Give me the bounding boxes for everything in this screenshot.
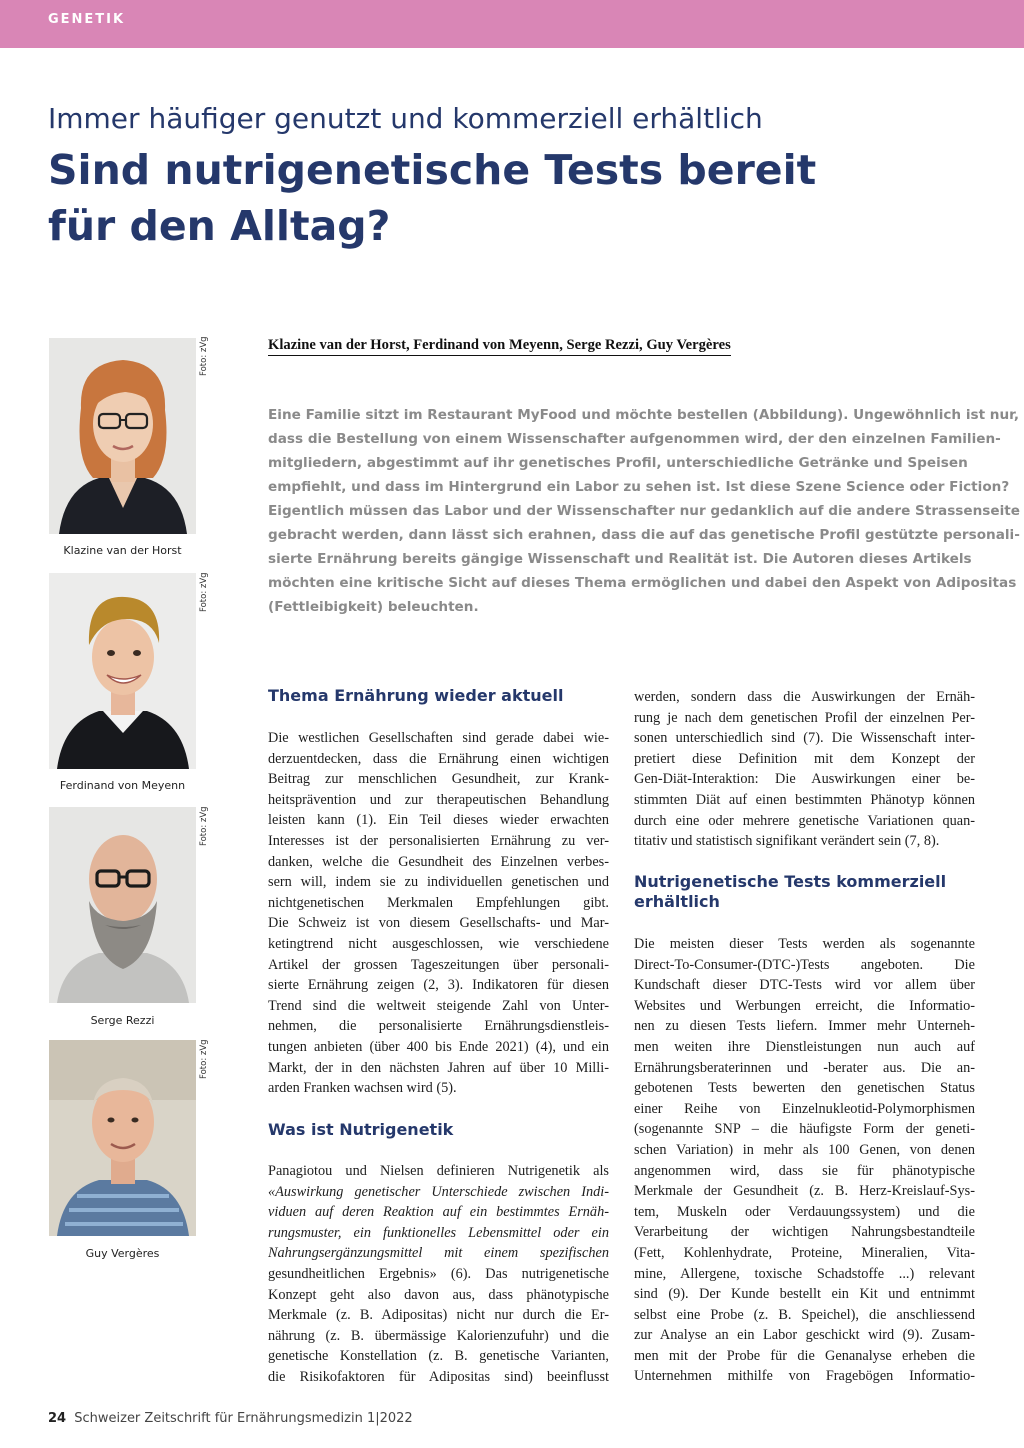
body-line: Nahrungsergänzungsmittel mit einem spezifischen [268,1245,609,1262]
body-line: rungsmuster, ein funktionelles Lebensmittel oder ein [268,1224,609,1241]
lead-line: (Fettleibigkeit) beleuchten. [268,599,479,615]
section-header-bar [0,0,1024,48]
body-line: Unternehmen mithilfe von Fragebögen Informatio- [634,1368,975,1385]
photo-credit: Foto: zVg [199,1039,209,1079]
lead-line: mitgliedern, abgestimmt auf ihr genetisches Profil, unterschiedliche Getränke und Speisen [268,455,968,471]
body-line: Panagiotou und Nielsen definieren Nutrigenetik als [268,1163,609,1179]
section-heading-nutrigenetik: Was ist Nutrigenetik [268,1120,454,1139]
portrait-illustration [49,1040,196,1236]
body-line: titativ und statistisch signifikant verändert sein (7, 8). [634,833,940,850]
body-line: sern will, indem sie zu individuellen genetischen und [268,874,609,891]
lead-line: möchten eine kritische Sicht auf dieses Thema ermöglichen und dabei den Aspekt von Adipositas [268,575,1017,591]
body-line: Artikel der grossen Tageszeitungen über personali- [268,956,609,973]
body-line: danken, welche die Gesundheit des Einzelnen verbes- [268,853,609,870]
body-line: nichtgenetischen Merkmalen Empfehlungen gibt. [268,894,609,911]
body-line: Kundschaft dieser DTC-Tests wird vor allem über [634,977,975,994]
lead-line: Eigentlich müssen das Labor und der Wissenschafter nur gedanklich auf die andere Strassenseite [268,503,1020,519]
portrait-illustration [49,807,196,1003]
body-line: genetische Konstellation (z. B. genetische Varianten, [268,1348,609,1365]
page-footer [48,1411,413,1426]
photo-caption: Ferdinand von Meyenn [59,779,186,792]
headline-line: für den Alltag? [48,202,391,250]
body-line: ketingtrend nicht ausgeschlossen, wie verschiedene [268,935,609,952]
article-headline [48,142,928,254]
author-photo-serge [49,807,196,1003]
author-byline: Klazine van der Horst, Ferdinand von Meyenn, Serge Rezzi, Guy Vergères [268,337,731,356]
heading-line: erhältlich [634,892,720,911]
lead-line: sierte Ernährung bereits gängige Wissenschaft und Realität ist. Die Autoren dieses Artikels [268,551,972,567]
body-line: Ernährungsberaterinnen und -berater aus. Die an- [634,1059,975,1076]
body-text-column2-top [634,687,975,852]
body-line: nährung (z. B. übermässige Kalorienzufuhr) und die [268,1327,609,1344]
photo-credit: Foto: zVg [199,572,209,612]
body-line: mine, Allergene, toxische Schadstoffe ...) relevant [634,1265,975,1282]
body-line: heitsprävention und zur therapeutischen Behandlung [268,791,609,808]
body-line: Merkmale (z. B. Adipositas) nicht nur durch die Er- [268,1307,609,1324]
body-line: gebotenen Tests bewerten den genetischen Status [634,1080,975,1097]
lead-line: Eine Familie sitzt im Restaurant MyFood und möchte bestellen (Abbildung). Ungewöhnlich ist nur, [268,407,1020,423]
body-line: pretiert diese Definition mit dem Konzept der [634,750,975,767]
body-line: (sogenannte SNP – die häufigste Form der geneti- [634,1121,975,1138]
body-line: Trend sind die weltweit steigende Zahl von Unter- [268,997,609,1014]
body-line: Die Schweiz ist von diesem Gesellschafts- und Mar- [268,915,609,932]
body-line: (Fett, Kohlenhydrate, Proteine, Mineralien, Vita- [634,1244,975,1261]
photo-caption: Guy Vergères [85,1247,160,1260]
heading-line: Nutrigenetische Tests kommerziell [634,872,947,891]
body-line: die Risikofaktoren für Adipositas sind) beeinflusst [268,1368,609,1385]
body-line: einer Reihe von Einzelnukleotid-Polymorphismen [634,1100,975,1117]
body-line: rung je nach dem genetischen Profil der einzelnen Per- [634,709,975,726]
body-line: stimmten Diät auf einen bestimmten Phänotyp können [634,791,975,808]
section-heading-thema: Thema Ernährung wieder aktuell [268,686,564,705]
body-line: men mit der Probe für die Genanalyse erheben die [634,1347,975,1364]
photo-credit: Foto: zVg [199,806,209,846]
author-photo-klazine [49,338,196,534]
body-line: Verarbeitung der wichtigen Nahrungsbestandteile [634,1224,975,1241]
body-line: nehmen, die personalisierte Ernährungsdienstleis- [268,1018,609,1035]
photo-caption: Serge Rezzi [90,1014,155,1027]
body-line: selbst eine Probe (z. B. Speichel), die anschliessend [634,1306,975,1323]
body-line: «Auswirkung genetischer Unterschiede zwischen Indi- [268,1183,609,1200]
author-photo-ferdinand [49,573,196,769]
body-line: men weiten ihre Dienstleistungen nun auch auf [634,1038,975,1055]
body-line: sind (9). Der Kunde bestellt ein Kit und entnimmt [634,1286,975,1303]
portrait-illustration [49,338,196,534]
body-line: Gen-Diät-Interaktion: Die Auswirkungen einer be- [634,771,975,788]
headline-line: Sind nutrigenetische Tests bereit [48,146,817,194]
body-line: tem, Muskeln oder Verdauungssystem) und die [634,1203,975,1220]
body-line: nen zu diesen Tests liefern. Immer mehr Unterneh- [634,1018,975,1035]
body-line: gesundheitlichen Ergebnis» (6). Das nutrigenetische [268,1265,609,1282]
body-line: Interesses ist der personalisierten Ernährung zu ver- [268,832,609,849]
body-line: angenommen wird, dass sie für phänotypische [634,1162,975,1179]
body-line: tungen anbieten (über 400 bis Ende 2021) (4), und ein [268,1038,609,1055]
page-number: 24 [48,1411,67,1426]
body-line: sierte Ernährung zeigen (2, 3). Indikatoren für diesen [268,977,609,994]
body-line: Merkmale der Gesundheit (z. B. Herz-Kreislauf-Sys- [634,1183,975,1200]
body-line: Konzept geht also davon aus, dass phänotypische [268,1286,609,1303]
lead-line: gebracht werden, dann lässt sich erahnen, dass die auf das genetische Profil gestützte personali- [268,527,1020,543]
section-label: GENETIK [48,12,126,27]
body-text-section3 [634,934,975,1387]
body-line: arden Franken wachsen wird (5). [268,1080,457,1097]
lead-paragraph [268,403,1020,619]
body-line: Die westlichen Gesellschaften sind gerade dabei wie- [268,730,609,746]
body-line: sonen unterschiedlich sind (7). Die Wissenschaft inter- [634,730,975,747]
body-line: leisten kann (1). Ein Teil dieses wieder erwachten [268,812,609,829]
body-line: Direct-To-Consumer-(DTC-)Tests angeboten. Die [634,956,975,973]
body-line: derzuentdecken, dass die Ernährung einen wichtigen [268,750,609,767]
body-line: zur Analyse an ein Labor geschickt wird (9). Zusam- [634,1327,975,1344]
body-line: durch eine oder mehrere genetische Variationen quan- [634,812,975,829]
body-line: viduen auf deren Reaktion auf ein bestimmtes Ernäh- [268,1204,609,1221]
body-line: schen Variation) in mehr als 100 Genen, von denen [634,1141,975,1158]
lead-line: dass die Bestellung von einem Wissenschafter aufgenommen wird, der den einzelnen Familien- [268,431,1001,447]
photo-credit: Foto: zVg [199,336,209,376]
body-line: Beitrag zur menschlichen Gesundheit, zur Krank- [268,771,609,788]
portrait-illustration [49,573,196,769]
author-photo-guy [49,1040,196,1236]
article-kicker: Immer häufiger genutzt und kommerziell erhältlich [48,102,763,135]
body-line: werden, sondern dass die Auswirkungen der Ernäh- [634,689,975,705]
body-line: Websites und Werbungen erreicht, die Informatio- [634,997,975,1014]
body-line: Markt, der in den nächsten Jahren auf über 10 Milli- [268,1059,609,1076]
lead-line: empfiehlt, und dass im Hintergrund ein Labor zu sehen ist. Ist diese Szene Science oder Fiction? [268,479,1010,495]
journal-name: Schweizer Zeitschrift für Ernährungsmedizin 1|2022 [74,1411,413,1426]
photo-caption: Klazine van der Horst [63,544,182,557]
body-text-section1 [268,728,609,1099]
body-line: Die meisten dieser Tests werden als sogenannte [634,936,975,952]
body-text-section2 [268,1161,609,1388]
section-heading-tests [634,872,946,912]
